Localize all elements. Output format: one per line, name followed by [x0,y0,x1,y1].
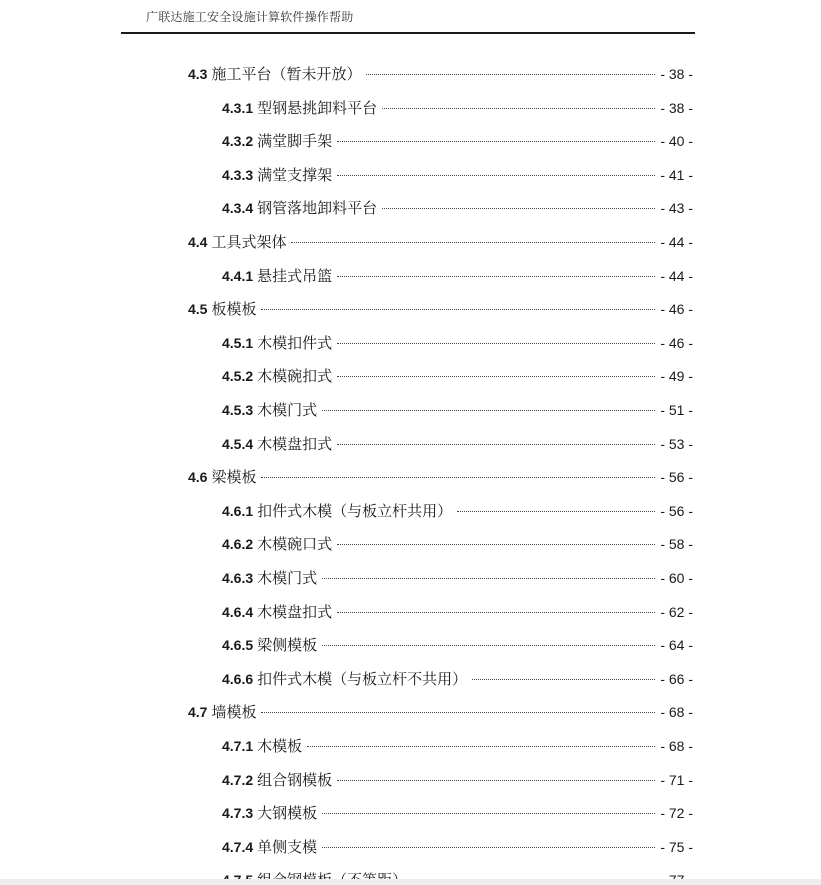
toc-entry-page-number: - 56 - [660,502,693,519]
toc-entry[interactable] [222,433,693,457]
toc-entry-number: 4.6.2 [222,536,254,553]
toc-entry-number: 4.4.1 [222,267,254,284]
toc-entry-page-number: - 62 - [660,603,693,620]
toc-entry[interactable] [222,735,693,759]
toc-entry-number: 4.6.3 [222,570,254,586]
toc-entry-number: 4.3 [188,66,208,82]
header-divider [121,32,695,34]
toc-entry[interactable] [222,365,693,389]
toc-entry-title: 木模盘扣式 [257,602,333,621]
toc-entry-page-number: - 43 - [660,200,693,217]
toc-entry-title: 木模板 [257,737,303,755]
toc-entry-page-number: - 38 - [660,66,693,82]
toc-entry-page-number: - 60 - [660,570,693,586]
toc-entry-number: 4.5 [188,301,208,318]
toc-entry-title: 悬挂式吊篮 [257,266,333,285]
toc-entry[interactable] [222,836,693,860]
toc-entry-number: 4.6.5 [222,637,254,654]
toc-entry-page-number: - 53 - [660,435,693,452]
toc-entry-number: 4.3.2 [222,133,254,150]
toc-entry-title: 木模扣件式 [257,333,333,352]
toc-entry-number: 4.3.4 [222,200,254,217]
toc-entry[interactable] [222,567,693,591]
toc-entry-number: 4.6 [188,469,208,486]
toc-entry-title: 木模门式 [257,569,318,587]
toc-entry-title: 木模盘扣式 [257,434,333,453]
toc-entry[interactable] [188,701,693,725]
toc-dot-leader [337,444,655,445]
toc-entry-title: 满堂脚手架 [257,132,333,151]
toc-entry-number: 4.6.6 [222,670,254,687]
toc-entry-title: 满堂支撑架 [257,165,333,184]
toc-entry[interactable] [222,97,693,121]
toc-dot-leader [337,141,655,142]
toc-entry[interactable] [222,130,693,154]
toc-dot-leader [261,309,655,310]
toc-entry-number: 4.5.4 [222,435,254,452]
toc-entry-page-number: - 71 - [660,771,693,788]
toc-entry-title: 木模碗扣式 [257,367,333,386]
toc-entry-page-number: - 68 - [660,704,693,721]
page-header-title: 广联达施工安全设施计算软件操作帮助 [146,10,354,24]
toc-entry[interactable] [222,500,693,524]
toc-entry-page-number: - 51 - [660,402,693,418]
toc-entry-page-number: - 46 - [660,334,693,351]
toc-entry-number: 4.7.2 [222,771,254,788]
toc-entry-page-number: - 41 - [660,166,693,183]
toc-entry[interactable] [222,668,693,692]
toc-entry[interactable] [222,332,693,356]
toc-entry-title: 墙模板 [211,703,257,722]
toc-entry-number: 4.7 [188,704,208,721]
toc-entry[interactable] [188,466,693,490]
toc-entry-number: 4.6.1 [222,502,254,519]
toc-dot-leader [457,511,655,512]
toc-entry-page-number: - 49 - [660,368,693,385]
toc-entry[interactable] [222,164,693,188]
toc-dot-leader [322,813,655,814]
toc-entry-number: 4.6.4 [222,603,254,620]
toc-dot-leader [472,679,655,680]
toc-entry-page-number: - 44 - [660,267,693,284]
toc-entry-page-number: - 58 - [660,536,693,553]
toc-entry-page-number: - 46 - [660,301,693,318]
toc-dot-leader [337,612,655,613]
toc-entry-title: 大钢模板 [257,804,318,823]
toc-entry[interactable] [222,399,693,423]
toc-entry-number: 4.5.3 [222,402,254,418]
toc-entry[interactable] [222,533,693,557]
toc-entry-title: 组合钢模板 [257,770,333,789]
toc-dot-leader [261,712,655,713]
toc-dot-leader [307,746,655,747]
toc-entry-number: 4.4 [188,234,208,250]
toc-dot-leader [337,376,655,377]
toc-dot-leader [337,276,655,277]
toc-dot-leader [261,477,655,478]
toc-dot-leader [366,74,655,75]
toc-entry-page-number: - 38 - [660,99,693,116]
toc-entry[interactable] [222,265,693,289]
toc-entry-number: 4.7.3 [222,805,254,822]
toc-entry[interactable] [222,769,693,793]
toc-entry-number: 4.7.1 [222,738,254,754]
toc-dot-leader [322,645,655,646]
toc-entry-number: 4.3.3 [222,166,254,183]
toc-entry[interactable] [188,63,693,87]
toc-dot-leader [322,578,655,579]
toc-entry-number: 4.3.1 [222,99,254,116]
toc-entry-page-number: - 72 - [660,805,693,822]
toc-entry-title: 梁模板 [211,468,257,487]
toc-entry-title: 扣件式木模（与板立杆共用） [257,501,453,520]
toc-entry-title: 扣件式木模（与板立杆不共用） [257,669,468,688]
toc-entry-title: 单侧支模 [257,837,318,856]
toc-entry[interactable] [188,298,693,322]
toc-entry-page-number: - 66 - [660,670,693,687]
toc-entry[interactable] [222,601,693,625]
toc-entry-title: 梁侧模板 [257,636,318,655]
toc-entry[interactable] [222,802,693,826]
toc-entry-number: 4.7.4 [222,838,254,855]
toc-entry-page-number: - 40 - [660,133,693,150]
toc-entry-title: 钢管落地卸料平台 [257,199,378,218]
toc-dot-leader [382,108,655,109]
page-bottom-edge [0,879,821,885]
toc-entry-page-number: - 68 - [660,738,693,754]
toc-entry[interactable] [188,231,693,255]
toc-entry-title: 施工平台（暂未开放） [211,65,362,83]
toc-dot-leader [337,544,655,545]
toc-dot-leader [322,410,655,411]
toc-entry[interactable] [222,634,693,658]
toc-entry-number: 4.5.1 [222,334,254,351]
toc-entry-page-number: - 44 - [660,234,693,250]
toc-entry-title: 木模门式 [257,401,318,419]
toc-entry-title: 型钢悬挑卸料平台 [257,98,378,117]
toc-dot-leader [337,343,655,344]
toc-entry-title: 木模碗口式 [257,535,333,554]
toc-dot-leader [337,175,655,176]
toc-dot-leader [382,208,655,209]
toc-entry-title: 工具式架体 [211,233,287,251]
toc-entry-title: 板模板 [211,300,257,319]
toc-entry-page-number: - 64 - [660,637,693,654]
toc-dot-leader [337,780,655,781]
toc-entry-page-number: - 75 - [660,838,693,855]
toc-entry[interactable] [222,197,693,221]
toc-entry-page-number: - 56 - [660,469,693,486]
toc-dot-leader [291,242,655,243]
toc-entry-number: 4.5.2 [222,368,254,385]
toc-dot-leader [322,847,655,848]
